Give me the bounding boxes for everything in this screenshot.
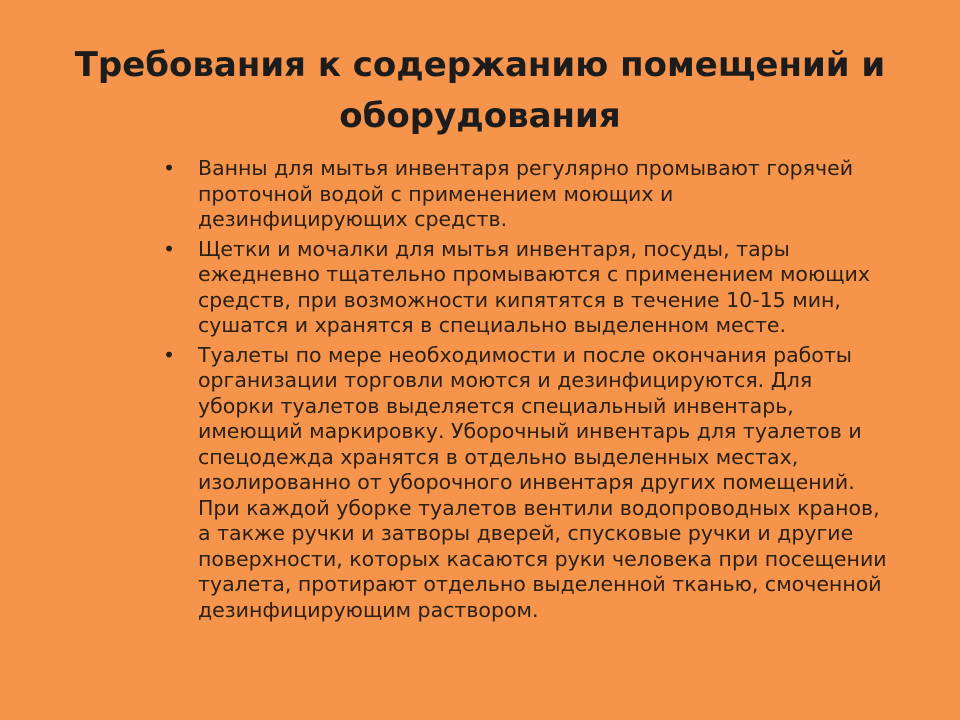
slide-title [40,40,920,142]
bullet-line: сушатся и хранятся в специально выделенном месте. [198,313,787,337]
slide-title-line-2: оборудования [339,96,621,136]
bullet-marker: • [163,342,176,367]
bullet-line: проточной водой с применением моющих и [198,181,674,206]
bullet-line: организации торговли моются и дезинфицируются. Для [198,368,813,392]
bullet-line: туалета, протирают отдельно выделенной тканью, смоченной [198,572,882,596]
bullet-text [198,156,925,233]
bullet-line: Ванны для мытья инвентаря регулярно промывают горячей [198,156,854,180]
bullet-line: При каждой уборке туалетов вентили водопроводных кранов, [198,495,880,520]
bullet-item [163,237,925,339]
bullet-item [163,156,925,233]
bullet-line: уборки туалетов выделяется специальный инвентарь, [198,393,794,418]
slide-title-line-1: Требования к содержанию помещений и [74,45,886,85]
bullet-text [198,343,925,624]
bullet-line: поверхности, которых касаются руки человека при посещении [198,546,887,571]
bullet-line: имеющий маркировку. Уборочный инвентарь для туалетов и [198,419,862,443]
bullet-item [163,343,925,624]
bullet-marker: • [163,236,176,261]
bullet-line: ежедневно тщательно промываются с применением моющих [198,262,870,286]
bullet-line: средств, при возможности кипятятся в течение 10-15 мин, [198,287,841,312]
bullet-text [198,237,925,339]
bullet-marker: • [163,156,176,180]
bullet-line: а также ручки и затворы дверей, спусковые ручки и другие [198,521,854,545]
bullet-line: изолированно от уборочного инвентаря других помещений. [198,470,855,494]
bullet-list [163,156,925,627]
bullet-line: спецодежда хранятся в отдельно выделенных местах, [198,444,799,469]
bullet-line: Туалеты по мере необходимости и после окончания работы [198,342,852,367]
bullet-line: Щетки и мочалки для мытья инвентаря, посуды, тары [198,236,790,261]
bullet-line: дезинфицирующим раствором. [198,597,539,622]
bullet-line: дезинфицирующих средств. [198,207,508,231]
